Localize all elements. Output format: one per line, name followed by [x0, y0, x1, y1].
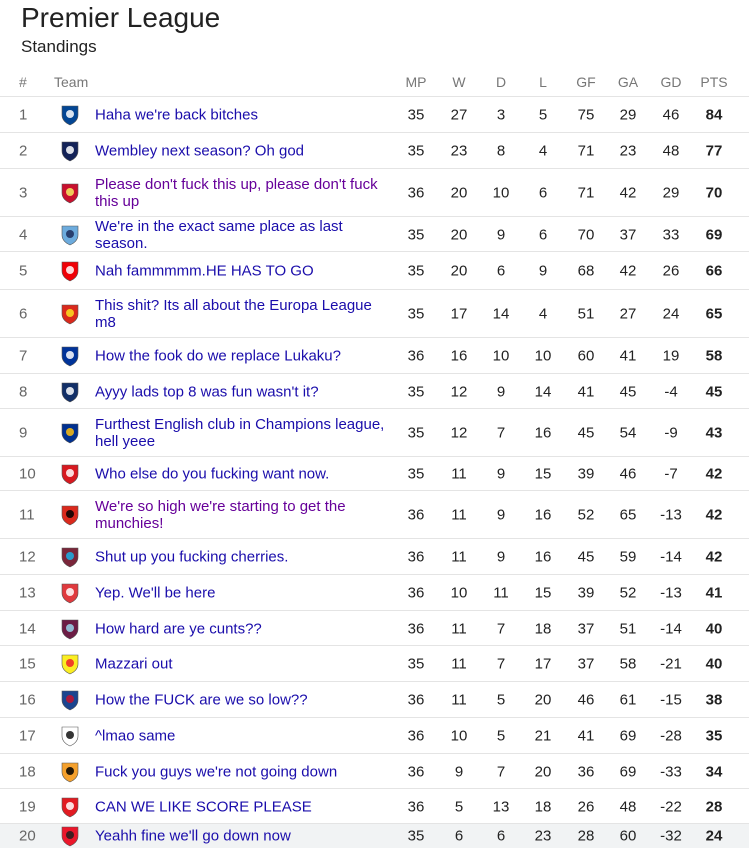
row-mp: 35 [407, 827, 425, 845]
row-gd: -21 [660, 655, 682, 673]
row-l: 20 [534, 763, 552, 780]
table-row[interactable] [0, 132, 749, 169]
row-w: 11 [451, 620, 467, 637]
row-mp: 36 [407, 620, 425, 637]
table-row[interactable] [0, 753, 749, 789]
row-gd: 29 [662, 184, 680, 202]
col-header-team: Team [54, 74, 89, 90]
table-row[interactable] [0, 289, 749, 338]
row-mp: 35 [407, 142, 425, 160]
row-ga: 60 [619, 827, 637, 845]
row-d: 9 [496, 506, 506, 524]
table-row[interactable] [0, 538, 749, 575]
bournemouth-crest-icon [58, 503, 82, 527]
table-row[interactable] [0, 216, 749, 252]
row-gd: -33 [660, 763, 682, 780]
row-l: 4 [538, 142, 548, 160]
row-gf: 70 [577, 226, 595, 243]
row-mp: 35 [407, 262, 425, 280]
row-ga: 59 [619, 548, 637, 566]
row-position: 20 [19, 827, 36, 845]
table-row[interactable] [0, 823, 749, 848]
middlesbrough-crest-icon [58, 795, 82, 819]
row-l: 15 [534, 584, 552, 602]
row-gd: 48 [662, 142, 680, 160]
row-w: 20 [450, 262, 468, 280]
row-pts: 42 [705, 465, 723, 483]
table-row[interactable] [0, 337, 749, 374]
row-ga: 54 [619, 424, 637, 442]
row-gf: 52 [577, 506, 595, 524]
row-gd: -13 [660, 506, 682, 524]
row-mp: 35 [407, 226, 425, 243]
row-pts: 65 [705, 305, 723, 323]
row-gf: 39 [577, 584, 595, 602]
row-ga: 37 [619, 226, 637, 243]
row-pts: 70 [705, 184, 723, 202]
row-ga: 45 [619, 383, 637, 400]
row-gd: -28 [660, 727, 682, 745]
col-header-gf: GF [576, 74, 596, 90]
row-mp: 36 [407, 727, 425, 745]
row-ga: 42 [619, 262, 637, 280]
row-gd: -4 [664, 383, 678, 400]
row-gf: 26 [577, 798, 595, 815]
man-united-crest-icon [58, 302, 82, 326]
chelsea-crest-icon [58, 103, 82, 127]
watford-crest-icon [58, 652, 82, 676]
row-mp: 36 [407, 548, 425, 566]
row-ga: 69 [619, 727, 637, 745]
row-gf: 37 [577, 655, 595, 673]
row-mp: 36 [407, 691, 425, 709]
row-pts: 38 [705, 691, 723, 709]
row-l: 6 [538, 184, 548, 202]
row-l: 18 [534, 798, 552, 815]
col-header-ga: GA [617, 74, 639, 90]
row-gd: 26 [662, 262, 680, 280]
row-mp: 35 [407, 305, 425, 323]
team-link[interactable]: CAN WE LIKE SCORE PLEASE [95, 798, 312, 815]
row-gf: 51 [577, 305, 595, 323]
team-link[interactable]: Nah fammmmm.HE HAS TO GO [95, 262, 314, 280]
row-position: 15 [19, 655, 36, 673]
team-link[interactable]: We're in the exact same place as last season. [95, 217, 343, 252]
row-mp: 35 [407, 383, 425, 400]
row-l: 4 [538, 305, 548, 323]
row-gd: 19 [662, 347, 680, 365]
row-w: 9 [454, 763, 464, 780]
row-position: 7 [19, 347, 28, 365]
row-position: 2 [19, 142, 28, 160]
row-l: 21 [534, 727, 552, 745]
row-pts: 77 [705, 142, 723, 160]
col-header-w: W [452, 74, 466, 90]
col-header-gd: GD [660, 74, 682, 90]
burnley-crest-icon [58, 617, 82, 641]
table-row[interactable] [0, 373, 749, 409]
row-mp: 36 [407, 584, 425, 602]
row-l: 9 [538, 262, 548, 280]
row-l: 18 [534, 620, 552, 637]
row-ga: 23 [619, 142, 637, 160]
row-gd: 24 [662, 305, 680, 323]
row-d: 5 [496, 691, 506, 709]
page-subtitle: Standings [21, 37, 97, 56]
team-link[interactable]: Please don't fuck this up, please don't fuck this up [95, 176, 378, 210]
team-link[interactable]: Furthest English club in Champions league, hell yeee [95, 416, 385, 450]
row-mp: 36 [407, 184, 425, 202]
row-pts: 43 [705, 424, 723, 442]
row-pts: 35 [705, 727, 723, 745]
col-header-pts: PTS [700, 74, 728, 90]
row-mp: 36 [407, 798, 425, 815]
row-mp: 36 [407, 347, 425, 365]
row-ga: 42 [619, 184, 637, 202]
row-ga: 29 [619, 106, 637, 124]
man-city-crest-icon [58, 223, 82, 247]
row-ga: 41 [619, 347, 637, 365]
row-gd: -13 [660, 584, 682, 602]
row-ga: 48 [619, 798, 637, 815]
page-title: Premier League [21, 2, 221, 33]
row-gf: 41 [577, 383, 595, 400]
col-header-mp: MP [405, 74, 427, 90]
west-brom-crest-icon [58, 380, 82, 404]
row-gf: 39 [577, 465, 595, 483]
row-l: 6 [538, 226, 548, 243]
row-w: 11 [451, 506, 467, 524]
row-w: 12 [450, 383, 468, 400]
row-l: 10 [534, 347, 552, 365]
row-pts: 24 [705, 827, 723, 845]
row-pts: 41 [705, 584, 723, 602]
row-position: 13 [19, 584, 36, 602]
table-row[interactable] [0, 574, 749, 611]
table-row[interactable] [0, 717, 749, 754]
row-ga: 69 [619, 763, 637, 780]
row-gf: 28 [577, 827, 595, 845]
team-link[interactable]: How hard are ye cunts?? [95, 620, 262, 637]
row-gf: 75 [577, 106, 595, 124]
row-w: 20 [450, 226, 468, 243]
row-position: 18 [19, 763, 36, 780]
row-gd: -14 [660, 620, 682, 637]
row-l: 17 [534, 655, 552, 673]
team-link[interactable]: We're so high we're starting to get the munchies! [95, 498, 346, 532]
table-row[interactable] [0, 681, 749, 718]
team-link[interactable]: Who else do you fucking want now. [95, 465, 330, 483]
col-header-d: D [495, 74, 507, 90]
team-link[interactable]: Shut up you fucking cherries. [95, 548, 289, 566]
team-link[interactable]: How the FUCK are we so low?? [95, 691, 308, 709]
row-pts: 40 [705, 620, 723, 637]
southampton-crest-icon [58, 462, 82, 486]
row-d: 14 [492, 305, 510, 323]
row-ga: 51 [619, 620, 637, 637]
row-pts: 42 [705, 548, 723, 566]
row-position: 12 [19, 548, 36, 566]
everton-crest-icon [58, 344, 82, 368]
row-w: 27 [450, 106, 468, 124]
table-row[interactable] [0, 251, 749, 290]
row-l: 16 [534, 424, 552, 442]
row-position: 17 [19, 727, 36, 745]
row-d: 7 [496, 620, 506, 637]
row-ga: 65 [619, 506, 637, 524]
row-d: 11 [493, 584, 509, 602]
row-pts: 34 [705, 763, 723, 780]
team-link[interactable]: Yep. We'll be here [95, 584, 216, 602]
row-ga: 46 [619, 465, 637, 483]
table-row[interactable] [0, 168, 749, 217]
row-d: 9 [496, 465, 506, 483]
col-header-l: L [539, 74, 547, 90]
row-d: 7 [496, 655, 506, 673]
row-position: 3 [19, 184, 28, 202]
row-d: 7 [496, 763, 506, 780]
crystal-palace-crest-icon [58, 688, 82, 712]
row-gf: 36 [577, 763, 595, 780]
west-ham-crest-icon [58, 545, 82, 569]
table-row[interactable] [0, 610, 749, 646]
row-d: 7 [496, 424, 506, 442]
row-gd: -22 [660, 798, 682, 815]
row-w: 23 [450, 142, 468, 160]
team-link[interactable]: This shit? Its all about the Europa League m8 [95, 297, 372, 331]
table-header [0, 66, 749, 96]
row-d: 9 [496, 548, 506, 566]
row-w: 17 [450, 305, 468, 323]
row-position: 11 [19, 506, 35, 524]
row-l: 23 [534, 827, 552, 845]
row-gd: -15 [660, 691, 682, 709]
row-pts: 28 [705, 798, 723, 815]
leicester-crest-icon [58, 421, 82, 445]
row-d: 5 [496, 727, 506, 745]
row-d: 3 [496, 106, 506, 124]
table-row[interactable] [0, 645, 749, 682]
row-ga: 27 [619, 305, 637, 323]
row-position: 9 [19, 424, 28, 442]
row-pts: 69 [705, 226, 723, 243]
row-position: 6 [19, 305, 28, 323]
row-d: 6 [496, 827, 506, 845]
row-w: 16 [450, 347, 468, 365]
row-gf: 60 [577, 347, 595, 365]
swansea-crest-icon [58, 724, 82, 748]
row-w: 12 [450, 424, 468, 442]
row-gf: 68 [577, 262, 595, 280]
row-d: 6 [496, 262, 506, 280]
row-ga: 52 [619, 584, 637, 602]
row-w: 5 [454, 798, 464, 815]
row-position: 4 [19, 226, 28, 243]
row-position: 8 [19, 383, 28, 400]
team-link[interactable]: Mazzari out [95, 655, 173, 673]
row-d: 9 [496, 383, 506, 400]
row-l: 5 [538, 106, 548, 124]
row-d: 8 [496, 142, 506, 160]
team-link[interactable]: How the fook do we replace Lukaku? [95, 347, 341, 365]
row-gd: -32 [660, 827, 682, 845]
team-link[interactable]: Haha we're back bitches [95, 106, 258, 124]
col-header-pos: # [19, 74, 27, 90]
row-gf: 41 [577, 727, 595, 745]
team-link[interactable]: Fuck you guys we're not going down [95, 763, 338, 780]
row-position: 14 [19, 620, 36, 637]
row-gf: 45 [577, 548, 595, 566]
row-w: 10 [450, 584, 468, 602]
row-ga: 58 [619, 655, 637, 673]
row-pts: 40 [705, 655, 723, 673]
row-mp: 36 [407, 763, 425, 780]
row-w: 11 [451, 691, 467, 709]
table-row[interactable] [0, 96, 749, 133]
row-pts: 42 [705, 506, 723, 524]
row-w: 11 [451, 465, 467, 483]
table-row[interactable] [0, 408, 749, 457]
arsenal-crest-icon [58, 259, 82, 283]
row-mp: 36 [407, 506, 425, 524]
row-pts: 58 [705, 347, 723, 365]
row-position: 10 [19, 465, 36, 483]
row-pts: 66 [705, 262, 723, 280]
row-l: 16 [534, 548, 552, 566]
row-ga: 61 [619, 691, 637, 709]
team-link[interactable]: Wembley next season? Oh god [95, 142, 305, 160]
row-gf: 71 [577, 184, 595, 202]
team-link[interactable]: Yeahh fine we'll go down now [95, 827, 291, 845]
row-l: 16 [534, 506, 552, 524]
row-gf: 46 [577, 691, 595, 709]
row-d: 10 [492, 347, 510, 365]
row-position: 5 [19, 262, 28, 280]
row-l: 15 [534, 465, 552, 483]
row-gd: -7 [664, 465, 678, 483]
row-mp: 35 [407, 424, 425, 442]
row-gd: 33 [662, 226, 680, 243]
row-mp: 35 [407, 106, 425, 124]
table-row[interactable] [0, 788, 749, 824]
row-gf: 37 [577, 620, 595, 637]
row-gf: 45 [577, 424, 595, 442]
hull-crest-icon [58, 760, 82, 784]
stoke-crest-icon [58, 581, 82, 605]
table-row[interactable] [0, 490, 749, 539]
row-w: 20 [450, 184, 468, 202]
row-position: 19 [19, 798, 36, 815]
row-mp: 35 [407, 465, 425, 483]
row-l: 14 [534, 383, 552, 400]
team-link[interactable]: Ayyy lads top 8 was fun wasn't it? [95, 383, 319, 400]
row-gd: -14 [660, 548, 682, 566]
liverpool-crest-icon [58, 181, 82, 205]
row-d: 13 [492, 798, 510, 815]
row-gf: 71 [577, 142, 595, 160]
row-gd: 46 [662, 106, 680, 124]
row-d: 10 [492, 184, 510, 202]
row-pts: 84 [705, 106, 723, 124]
row-position: 16 [19, 691, 36, 709]
row-d: 9 [496, 226, 506, 243]
row-w: 10 [450, 727, 468, 745]
team-link[interactable]: ^lmao same [95, 727, 176, 745]
row-l: 20 [534, 691, 552, 709]
row-w: 11 [451, 548, 467, 566]
sunderland-crest-icon [58, 824, 82, 848]
row-gd: -9 [664, 424, 678, 442]
row-w: 11 [451, 655, 467, 673]
row-mp: 35 [407, 655, 425, 673]
row-pts: 45 [705, 383, 723, 400]
tottenham-crest-icon [58, 139, 82, 163]
row-position: 1 [19, 106, 28, 124]
table-row[interactable] [0, 456, 749, 491]
row-w: 6 [454, 827, 464, 845]
